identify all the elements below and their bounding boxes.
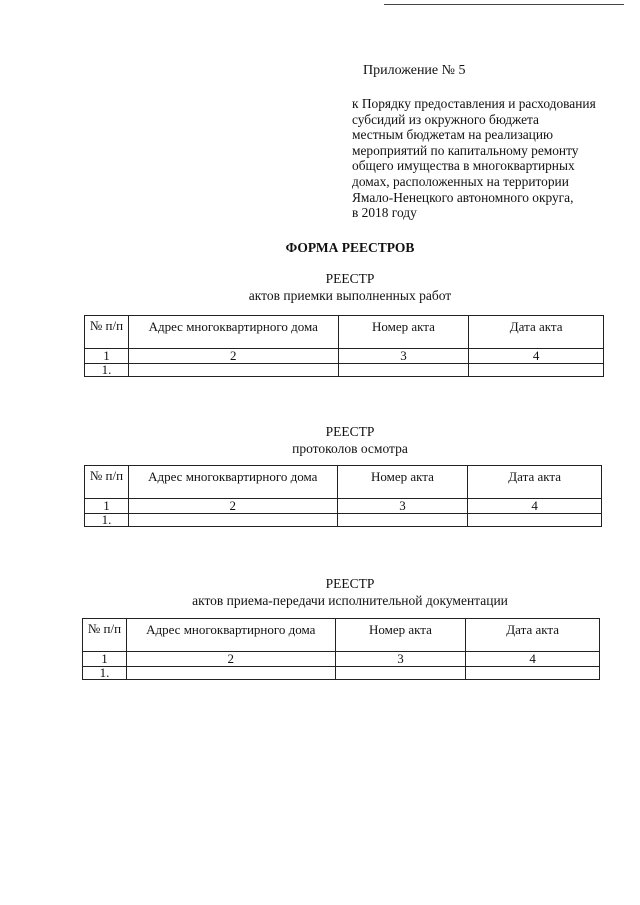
cell-act-number xyxy=(337,514,468,527)
column-number: 4 xyxy=(468,499,602,514)
column-header-number: № п/п xyxy=(85,316,129,349)
column-number: 1 xyxy=(85,349,129,364)
row-number: 1. xyxy=(85,514,129,527)
table-header-row xyxy=(85,466,602,499)
annex-line: к Порядку предоставления и расходования xyxy=(352,96,596,111)
register-title: РЕЕСТР xyxy=(325,576,375,591)
register-2-table xyxy=(84,465,602,527)
table-row xyxy=(85,514,602,527)
cell-act-date xyxy=(469,364,604,377)
table-header-row xyxy=(83,619,600,652)
cell-act-date xyxy=(468,514,602,527)
register-3-table xyxy=(82,618,600,680)
column-number: 3 xyxy=(335,652,466,667)
column-header-act-date: Дата акта xyxy=(469,316,604,349)
column-header-act-number: Номер акта xyxy=(335,619,466,652)
column-number: 3 xyxy=(337,499,468,514)
column-header-address: Адрес многоквартирного дома xyxy=(128,316,338,349)
annex-line: местным бюджетам на реализацию xyxy=(352,127,554,143)
annex-line: Ямало-Ненецкого автономного округа, xyxy=(352,189,574,205)
column-number-row xyxy=(83,652,600,667)
column-header-act-date: Дата акта xyxy=(468,466,602,499)
column-header-number: № п/п xyxy=(85,466,129,499)
table-header-row xyxy=(85,316,604,349)
cell-address xyxy=(128,364,338,377)
annex-line: общего имущества в многоквартирных xyxy=(352,158,575,174)
column-number: 4 xyxy=(466,652,600,667)
column-number: 1 xyxy=(83,652,127,667)
register-title: РЕЕСТР xyxy=(325,424,375,439)
form-title: ФОРМА РЕЕСТРОВ xyxy=(285,240,415,255)
column-header-act-number: Номер акта xyxy=(338,316,469,349)
column-number: 1 xyxy=(85,499,129,514)
annex-line: домах, расположенных на территории xyxy=(352,173,569,189)
register-1-heading xyxy=(0,270,640,304)
annex-line: субсидий из окружного бюджета xyxy=(352,111,539,127)
column-number: 2 xyxy=(128,499,337,514)
annex-line: в 2018 году xyxy=(352,205,417,221)
row-number: 1. xyxy=(85,364,129,377)
column-number: 2 xyxy=(126,652,335,667)
register-title: РЕЕСТР xyxy=(325,271,375,286)
column-header-address: Адрес многоквартирного дома xyxy=(128,466,337,499)
register-2-heading xyxy=(0,423,640,457)
column-header-act-date: Дата акта xyxy=(466,619,600,652)
cell-address xyxy=(128,514,337,527)
register-3-heading xyxy=(0,575,640,609)
column-number: 3 xyxy=(338,349,469,364)
table-row xyxy=(83,667,600,680)
cell-act-number xyxy=(335,667,466,680)
annex-title: Приложение № 5 xyxy=(363,63,466,78)
register-subtitle: актов приема-передачи исполнительной документации xyxy=(192,593,508,608)
register-subtitle: актов приемки выполненных работ xyxy=(248,288,452,303)
column-number-row xyxy=(85,499,602,514)
register-1-table xyxy=(84,315,604,377)
column-number-row xyxy=(85,349,604,364)
annex-line: мероприятий по капитальному ремонту xyxy=(352,142,579,158)
annex-description xyxy=(352,96,622,221)
cell-act-date xyxy=(466,667,600,680)
cell-act-number xyxy=(338,364,469,377)
row-number: 1. xyxy=(83,667,127,680)
column-number: 4 xyxy=(469,349,604,364)
top-edge-line xyxy=(384,4,624,5)
column-header-act-number: Номер акта xyxy=(337,466,468,499)
cell-address xyxy=(126,667,335,680)
table-row xyxy=(85,364,604,377)
column-header-address: Адрес многоквартирного дома xyxy=(126,619,335,652)
register-subtitle: протоколов осмотра xyxy=(292,441,408,456)
column-header-number: № п/п xyxy=(83,619,127,652)
column-number: 2 xyxy=(128,349,338,364)
